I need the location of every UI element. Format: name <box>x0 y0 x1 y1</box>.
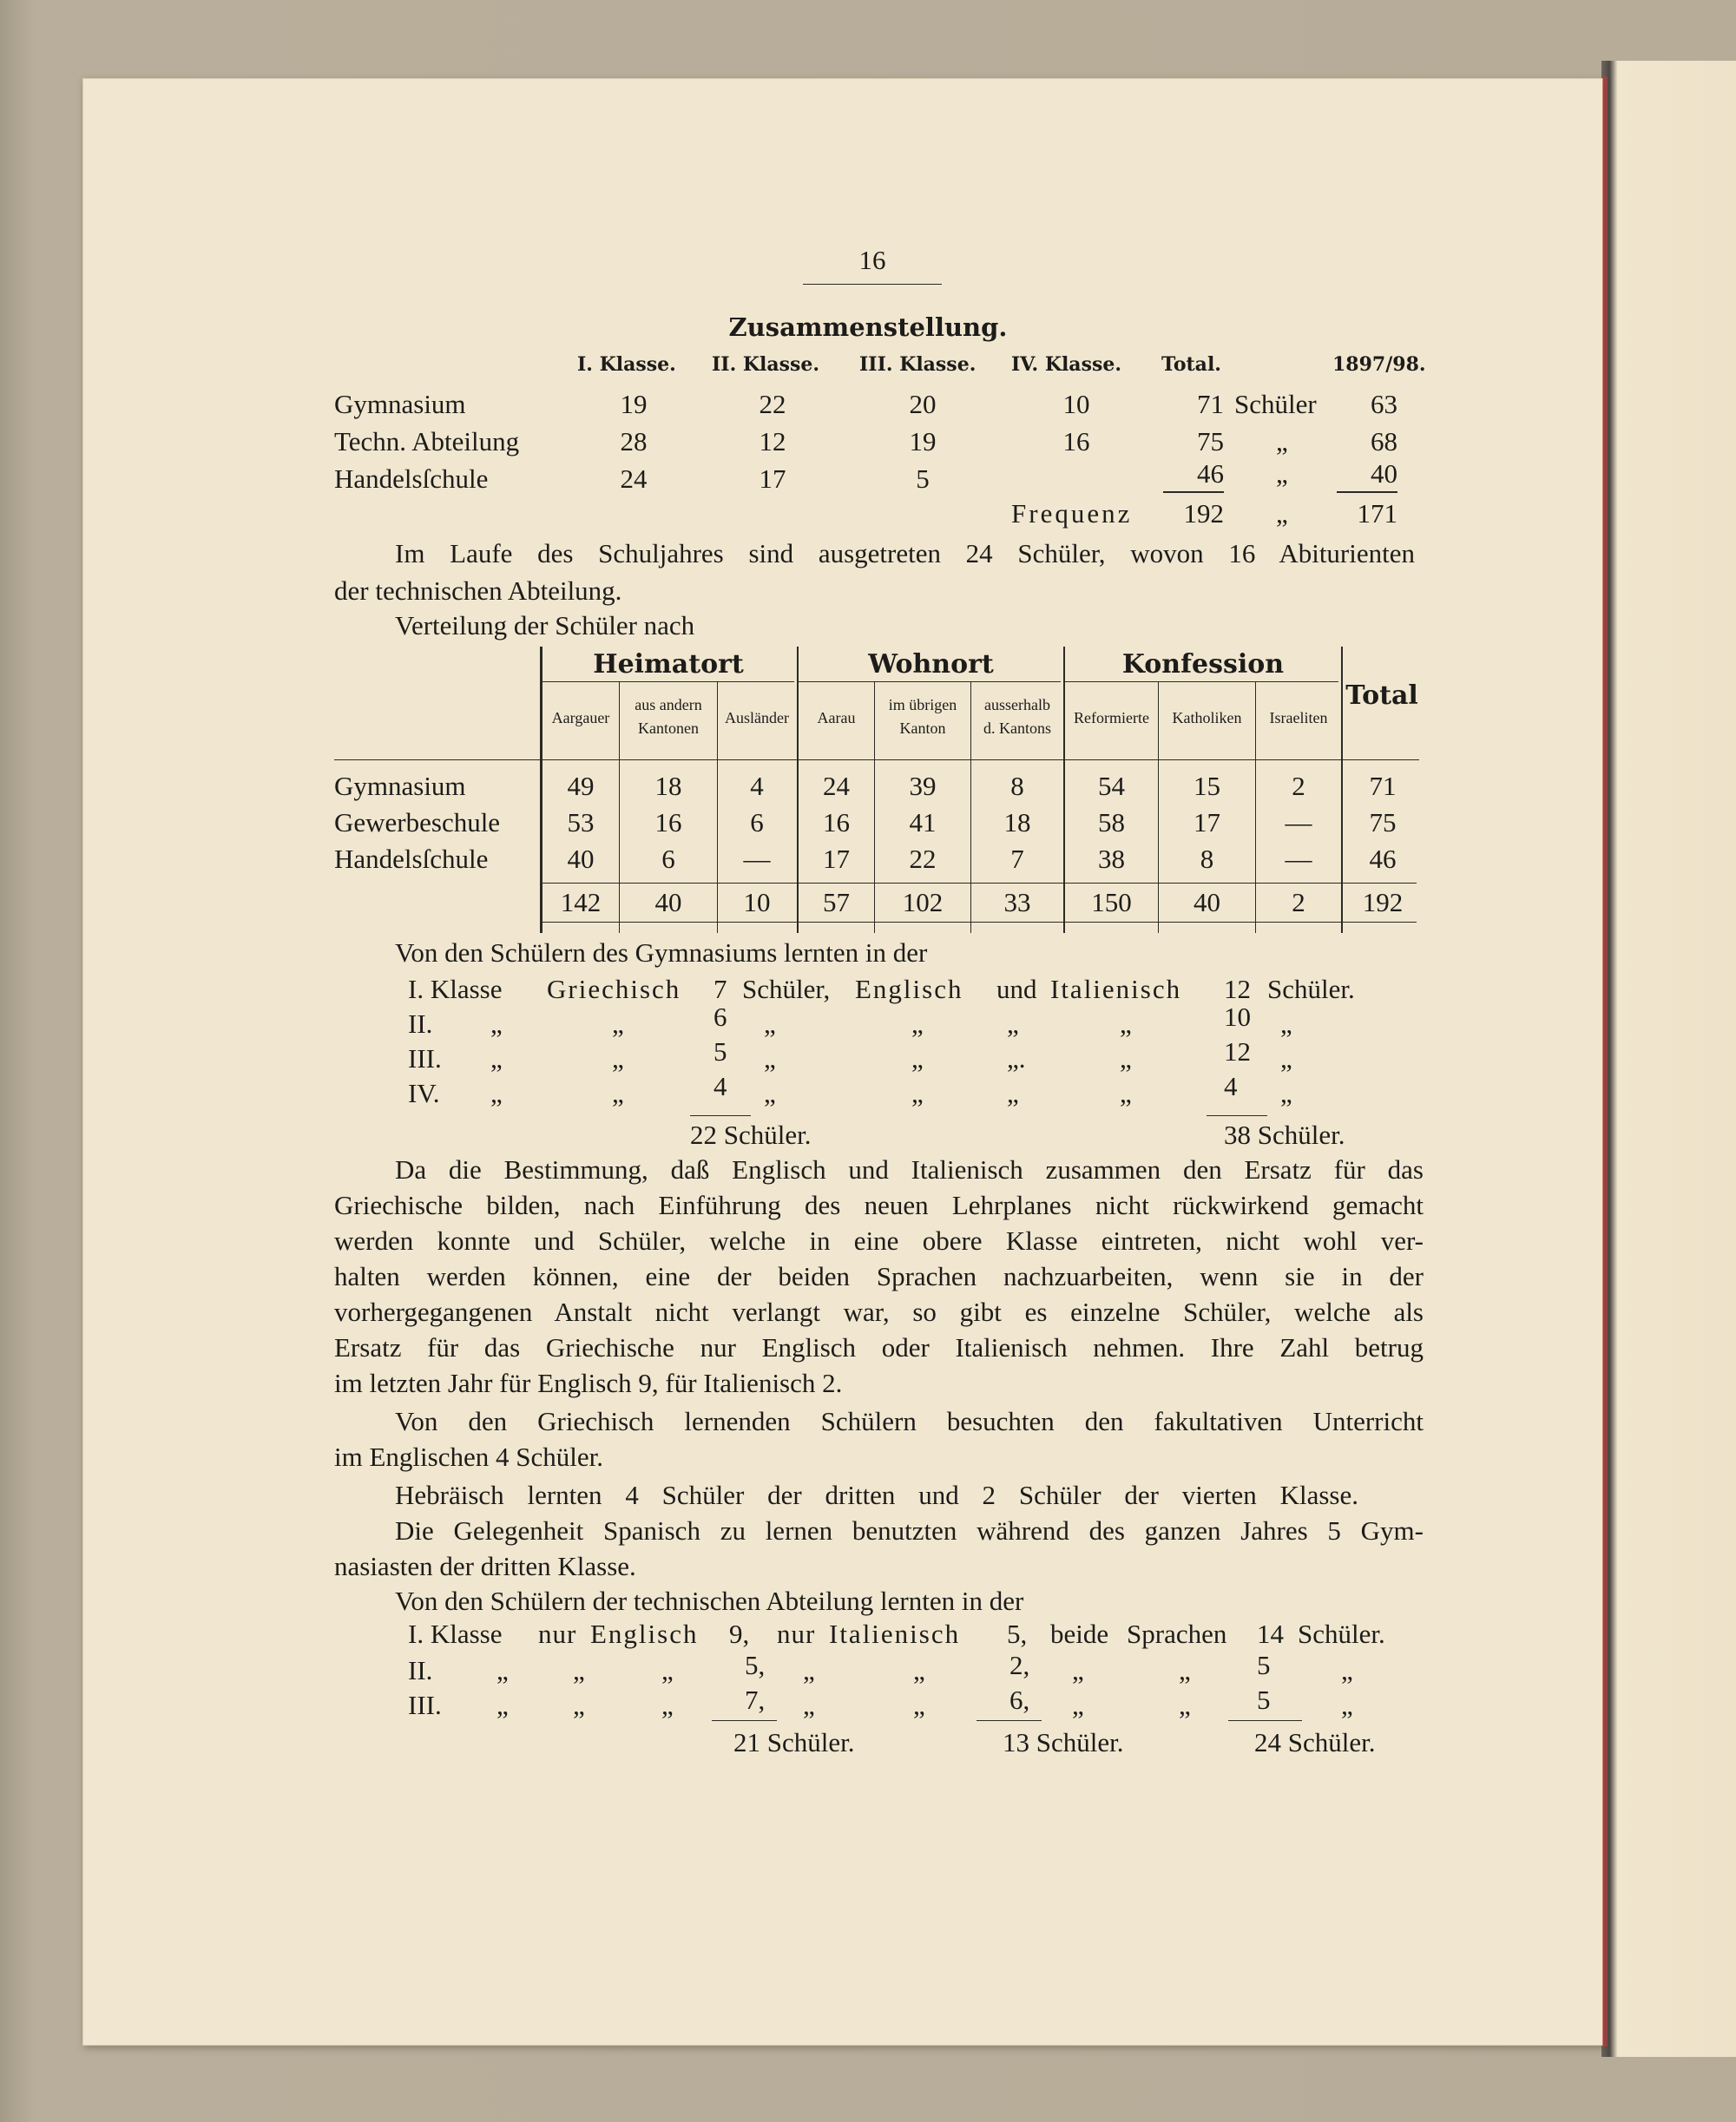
paragraph-line: im letzten Jahr für Englisch 9, für Italienisch 2. <box>334 1368 843 1398</box>
subhead-kanton: Kanton <box>899 719 946 737</box>
gym-count-griechisch: 7 <box>713 974 727 1004</box>
frequenz-prev: 171 <box>1357 498 1397 529</box>
dist-cell: 8 <box>1200 844 1214 874</box>
tech-count-englisch: 9, <box>729 1619 750 1649</box>
summary-row-label: Handelsſchule <box>334 463 489 494</box>
ditto-mark: „ <box>496 1655 509 1685</box>
summary-cell: 22 <box>759 389 786 419</box>
summary-total: 71 <box>1197 389 1224 419</box>
paragraph-line: werden konnte und Schüler, welche in eine obere Klasse eintreten, nicht wohl ver- <box>334 1225 1424 1256</box>
dist-cell: 15 <box>1194 771 1220 801</box>
tech-klasse: I. Klasse <box>408 1619 503 1649</box>
table-rule <box>1065 681 1338 682</box>
summary-header-3: III. Klasse. <box>859 353 976 376</box>
frequenz-unit: „ <box>1276 498 1288 529</box>
ditto-mark: „ <box>612 1008 624 1039</box>
ditto-mark: „ <box>1341 1690 1353 1720</box>
ditto-mark: „. <box>1007 1043 1026 1074</box>
ditto-mark: „ <box>911 1078 924 1108</box>
frequenz-label: Frequenz <box>1011 498 1133 529</box>
dist-cell: 38 <box>1098 844 1125 874</box>
gym-klasse: III. <box>408 1043 442 1074</box>
tech-beide: beide <box>1050 1619 1109 1649</box>
table-rule <box>1341 647 1343 933</box>
gym-count-griechisch: 6 <box>713 1002 727 1032</box>
ditto-mark: „ <box>1072 1690 1084 1720</box>
paragraph-line: halten werden können, eine der beiden Sprachen nachzuarbeiten, wenn sie in der <box>334 1261 1424 1291</box>
group-wohnort: Wohnort <box>868 649 994 680</box>
tech-count-italienisch: 2, <box>1009 1650 1030 1680</box>
dist-row-label: Handelsſchule <box>334 844 489 874</box>
tech-count-beide: 5 <box>1257 1685 1271 1715</box>
paragraph-austritte: Im Laufe des Schuljahres sind ausgetreten 24 Schüler, wovon 16 Abiturienten <box>395 538 1415 568</box>
dist-cell: 16 <box>654 807 682 838</box>
summary-header-4: IV. Klasse. <box>1011 353 1121 376</box>
ditto-mark: „ <box>661 1690 674 1720</box>
gym-unit: Schüler, <box>742 974 831 1004</box>
table-rule <box>334 759 1419 760</box>
page-number-rule <box>803 284 942 285</box>
subhead-aus-andern: aus andern <box>635 696 702 713</box>
tech-nur: nur <box>538 1619 577 1649</box>
gym-unit: Schüler. <box>1267 974 1355 1004</box>
table-rule <box>542 681 794 682</box>
ditto-mark: „ <box>573 1690 585 1720</box>
summary-header-1: I. Klasse. <box>577 353 676 376</box>
summary-unit: „ <box>1276 426 1288 457</box>
ditto-mark: „ <box>496 1690 509 1720</box>
facing-page-edge <box>1601 61 1736 2057</box>
dist-cell: 46 <box>1369 844 1397 874</box>
ditto-mark: „ <box>1341 1655 1353 1685</box>
summary-title: Zusammenstellung. <box>728 312 1008 342</box>
tech-sum-rule <box>712 1720 777 1721</box>
dist-cell: 39 <box>909 771 937 801</box>
summary-header-prev: 1897/98. <box>1332 353 1426 376</box>
summary-cell: 10 <box>1062 389 1090 419</box>
tech-klasse: II. <box>408 1655 433 1685</box>
dist-total-cell: 33 <box>1003 887 1031 917</box>
dist-total-cell: 2 <box>1292 887 1305 917</box>
ditto-mark: „ <box>911 1043 924 1074</box>
gym-italienisch: Italienisch <box>1050 974 1182 1004</box>
dist-cell: — <box>1285 844 1312 874</box>
group-total: Total <box>1345 680 1418 711</box>
dist-cell: 40 <box>567 844 595 874</box>
summary-cell: 20 <box>909 389 937 419</box>
paragraph-line: vorhergegangenen Anstalt nicht verlangt war, so gibt es einzelne Schüler, welche als <box>334 1297 1424 1327</box>
table-rule <box>799 681 1061 682</box>
dist-total-cell: 40 <box>1194 887 1220 917</box>
ditto-mark: „ <box>764 1043 776 1074</box>
dist-cell: 53 <box>567 807 595 838</box>
frequenz-total: 192 <box>1183 498 1224 529</box>
ditto-mark: „ <box>612 1043 624 1074</box>
dist-total-cell: 142 <box>560 887 602 917</box>
dist-cell: 49 <box>567 771 595 801</box>
dist-cell: 16 <box>823 807 850 838</box>
dist-cell: 75 <box>1369 807 1397 838</box>
ditto-mark: „ <box>1007 1008 1019 1039</box>
dist-total-cell: 150 <box>1091 887 1132 917</box>
dist-cell: 6 <box>661 844 675 874</box>
subhead-aargauer: Aargauer <box>551 709 610 726</box>
paragraph-line: Von den Griechisch lernenden Schülern besuchten den fakultativen Unterricht <box>395 1406 1424 1436</box>
tech-count-englisch: 5, <box>745 1650 766 1680</box>
ditto-mark: „ <box>913 1690 925 1720</box>
dist-cell: 24 <box>823 771 850 801</box>
tech-sum-rule <box>976 1720 1042 1721</box>
ditto-mark: „ <box>490 1078 503 1108</box>
summary-cell: 12 <box>759 426 786 457</box>
gym-sum-rule <box>690 1115 751 1116</box>
subhead-israeliten: Israeliten <box>1269 709 1328 726</box>
gym-klasse: IV. <box>408 1078 440 1108</box>
dist-cell: 8 <box>1010 771 1024 801</box>
gym-sum-rule <box>1207 1115 1267 1116</box>
gym-griechisch: Griechisch <box>547 974 681 1004</box>
gym-sum-left: 22 Schüler. <box>690 1120 812 1150</box>
subhead-im-uebrigen: im übrigen <box>888 696 957 713</box>
summary-row-label: Gymnasium <box>334 389 466 419</box>
dist-cell: — <box>743 844 771 874</box>
ditto-mark: „ <box>803 1655 815 1685</box>
summary-total: 75 <box>1197 426 1224 457</box>
dist-cell: 18 <box>654 771 682 801</box>
ditto-mark: „ <box>1280 1078 1292 1108</box>
tech-italienisch: Italienisch <box>829 1619 961 1649</box>
dist-cell: 6 <box>750 807 764 838</box>
tech-sprachen: Sprachen <box>1127 1619 1227 1649</box>
paragraph-line: im Englischen 4 Schüler. <box>334 1442 603 1472</box>
ditto-mark: „ <box>1179 1655 1191 1685</box>
ditto-mark: „ <box>612 1078 624 1108</box>
paragraph-line: nasiasten der dritten Klasse. <box>334 1551 636 1581</box>
ditto-mark: „ <box>1007 1078 1019 1108</box>
dist-total-cell: 40 <box>654 887 682 917</box>
gym-count-italienisch: 4 <box>1224 1071 1238 1101</box>
distribution-intro: Verteilung der Schüler nach <box>395 610 695 641</box>
summary-unit: Schüler <box>1234 389 1317 419</box>
summary-sum-rule <box>1163 491 1224 493</box>
dist-cell: 17 <box>1194 807 1220 838</box>
gym-intro: Von den Schülern des Gymnasiums lernten in der <box>395 937 928 968</box>
summary-cell: 19 <box>909 426 937 457</box>
tech-sum-rule <box>1228 1720 1302 1721</box>
ditto-mark: „ <box>661 1655 674 1685</box>
gym-count-italienisch: 12 <box>1224 974 1251 1004</box>
tech-sum-italienisch: 13 Schüler. <box>1003 1727 1124 1757</box>
ditto-mark: „ <box>1072 1655 1084 1685</box>
tech-sum-englisch: 21 Schüler. <box>733 1727 855 1757</box>
summary-unit: „ <box>1276 458 1288 489</box>
ditto-mark: „ <box>1179 1690 1191 1720</box>
dist-total-cell: 102 <box>902 887 944 917</box>
summary-cell: 16 <box>1062 426 1090 457</box>
dist-cell: 41 <box>909 807 937 838</box>
dist-cell: 22 <box>909 844 937 874</box>
paragraph-line: Ersatz für das Griechische nur Englisch oder Italienisch nehmen. Ihre Zahl betrug <box>334 1332 1424 1363</box>
paragraph-line: Die Gelegenheit Spanisch zu lernen benutzten während des ganzen Jahres 5 Gym- <box>395 1515 1424 1546</box>
gym-englisch: Englisch <box>855 974 963 1004</box>
summary-prev: 68 <box>1371 426 1397 457</box>
dist-cell: 2 <box>1292 771 1305 801</box>
tech-count-italienisch: 6, <box>1009 1685 1030 1715</box>
tech-intro: Von den Schülern der technischen Abteilung lernten in der <box>395 1586 1024 1616</box>
ditto-mark: „ <box>1120 1043 1132 1074</box>
group-konfession: Konfession <box>1121 649 1285 680</box>
page-edge-marker <box>1602 76 1608 2046</box>
paragraph-hebraeisch: Hebräisch lernten 4 Schüler der dritten und 2 Schüler der vierten Klasse. <box>395 1480 1358 1510</box>
dist-row-label: Gymnasium <box>334 771 466 801</box>
summary-header-total: Total. <box>1161 353 1221 376</box>
dist-total-cell: 192 <box>1362 887 1404 917</box>
paragraph-line: Griechische bilden, nach Einführung des neuen Lehrplanes nicht rückwirkend gemacht <box>334 1190 1424 1220</box>
table-rule <box>540 883 1417 884</box>
dist-cell: 71 <box>1369 771 1397 801</box>
dist-total-cell: 57 <box>823 887 850 917</box>
summary-cell: 5 <box>916 463 930 494</box>
summary-cell: 28 <box>620 426 648 457</box>
dist-cell: — <box>1285 807 1312 838</box>
gym-count-italienisch: 12 <box>1224 1036 1251 1067</box>
tech-count-beide: 5 <box>1257 1650 1271 1680</box>
ditto-mark: „ <box>1280 1008 1292 1039</box>
ditto-mark: „ <box>911 1008 924 1039</box>
subhead-kantonen: Kantonen <box>638 719 699 737</box>
tech-klasse: III. <box>408 1690 442 1720</box>
table-rule <box>540 922 1417 923</box>
summary-cell: 19 <box>620 389 648 419</box>
gym-klasse: II. <box>408 1008 433 1039</box>
page-number: 16 <box>858 245 886 275</box>
summary-header-2: II. Klasse. <box>712 353 820 376</box>
dist-cell: 4 <box>750 771 764 801</box>
dist-cell: 7 <box>1010 844 1024 874</box>
dist-total-cell: 10 <box>743 887 771 917</box>
tech-sum-beide: 24 Schüler. <box>1254 1727 1376 1757</box>
dist-row-label: Gewerbeschule <box>334 807 501 838</box>
ditto-mark: „ <box>1120 1008 1132 1039</box>
tech-nur: nur <box>777 1619 816 1649</box>
ditto-mark: „ <box>764 1008 776 1039</box>
subhead-reformierte: Reformierte <box>1074 709 1149 726</box>
subhead-katholiken: Katholiken <box>1172 709 1242 726</box>
gym-sum-right: 38 Schüler. <box>1224 1120 1345 1150</box>
tech-count-englisch: 7, <box>745 1685 766 1715</box>
gym-klasse: I. Klasse <box>408 974 503 1004</box>
subhead-auslaender: Ausländer <box>725 709 789 726</box>
summary-cell: 17 <box>759 463 786 494</box>
paragraph-line: Da die Bestimmung, daß Englisch und Italienisch zusammen den Ersatz für das <box>395 1154 1424 1185</box>
group-heimatort: Heimatort <box>593 649 744 680</box>
gym-count-italienisch: 10 <box>1224 1002 1251 1032</box>
subhead-ausserhalb: ausserhalb <box>984 696 1050 713</box>
ditto-mark: „ <box>803 1690 815 1720</box>
tech-unit: Schüler. <box>1298 1619 1385 1649</box>
dist-cell: 58 <box>1098 807 1125 838</box>
dist-cell: 54 <box>1098 771 1125 801</box>
summary-total: 46 <box>1197 458 1224 489</box>
gym-count-griechisch: 5 <box>713 1036 727 1067</box>
summary-prev: 40 <box>1371 458 1397 489</box>
ditto-mark: „ <box>913 1655 925 1685</box>
ditto-mark: „ <box>764 1078 776 1108</box>
subhead-d-kantons: d. Kantons <box>983 719 1051 737</box>
paragraph-austritte-cont: der technischen Abteilung. <box>334 575 622 606</box>
ditto-mark: „ <box>490 1008 503 1039</box>
ditto-mark: „ <box>1280 1043 1292 1074</box>
dist-cell: 17 <box>823 844 850 874</box>
ditto-mark: „ <box>1120 1078 1132 1108</box>
summary-sum-rule <box>1337 491 1397 493</box>
summary-cell: 24 <box>620 463 648 494</box>
summary-prev: 63 <box>1371 389 1397 419</box>
ditto-mark: „ <box>490 1043 503 1074</box>
tech-count-beide: 14 <box>1257 1619 1284 1649</box>
gym-und: und <box>996 974 1037 1004</box>
summary-row-label: Techn. Abteilung <box>334 426 520 457</box>
gym-count-griechisch: 4 <box>713 1071 727 1101</box>
dist-cell: 18 <box>1003 807 1031 838</box>
ditto-mark: „ <box>573 1655 585 1685</box>
tech-count-italienisch: 5, <box>1007 1619 1028 1649</box>
tech-englisch: Englisch <box>590 1619 699 1649</box>
subhead-aarau: Aarau <box>817 709 856 726</box>
